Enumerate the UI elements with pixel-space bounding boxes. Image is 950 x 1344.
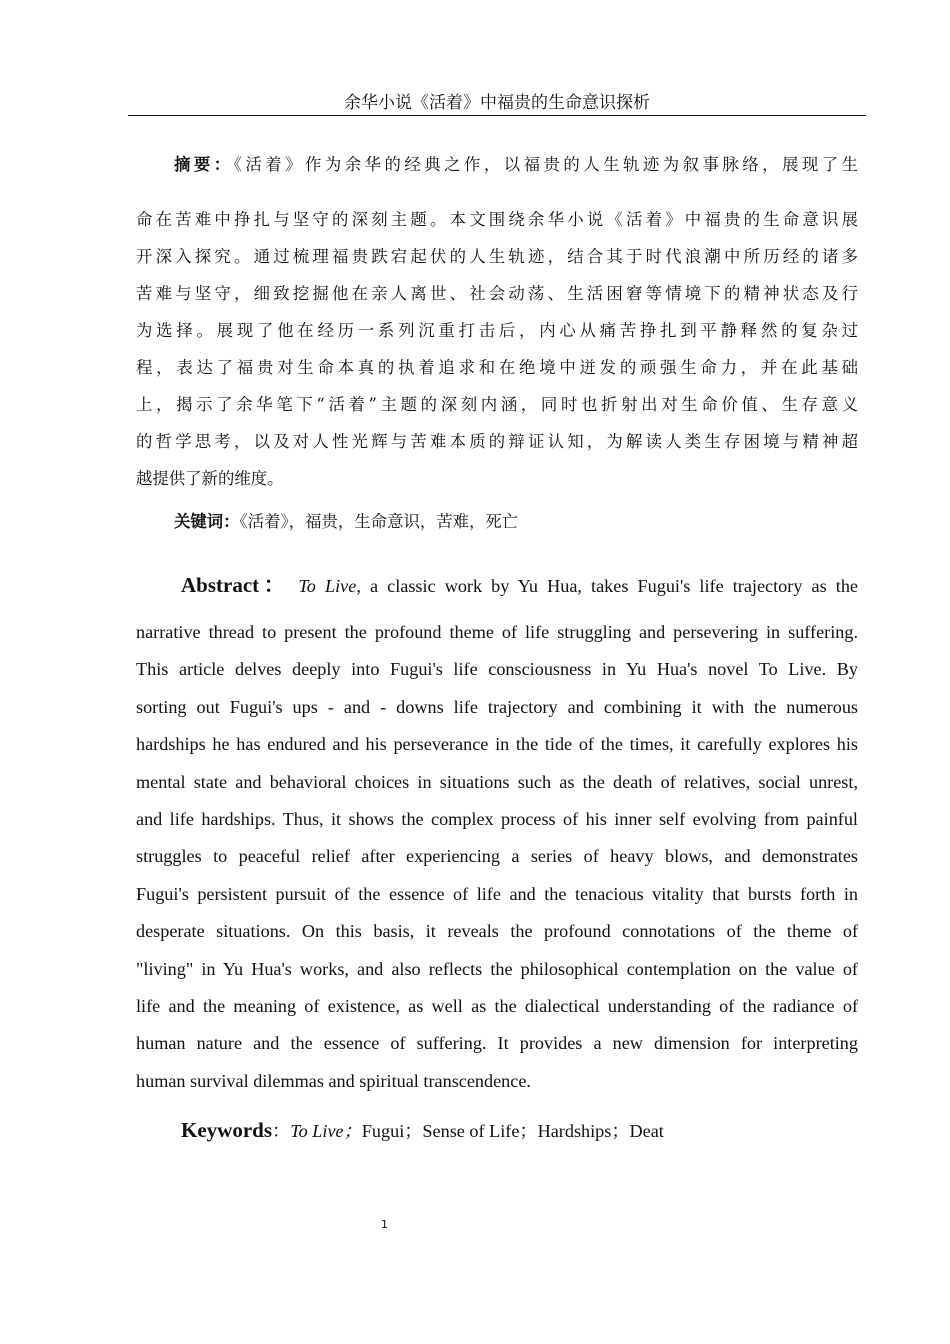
chinese-keywords-text: 《活着》，福贵，生命意识，苦难，死亡 <box>239 512 519 531</box>
english-abstract-line: narrative thread to present the profound theme of life struggling and persevering in suffering. <box>136 622 858 642</box>
chinese-keywords <box>174 510 518 534</box>
english-abstract <box>136 568 858 1100</box>
chinese-abstract-line: 的哲学思考，以及对人性光辉与苦难本质的辩证认知，为解读人类生存困境与精神超 <box>136 432 858 451</box>
english-abstract-line: desperate situations. On this basis, it reveals the profound connotations of the theme of <box>136 921 858 942</box>
chinese-abstract-line: 越提供了新的维度。 <box>136 469 284 488</box>
english-keywords-label: Keywords <box>181 1118 272 1142</box>
english-abstract-line: hardships he has endured and his perseverance in the tide of the times, it carefully explores his <box>136 734 858 755</box>
keyword-book-title: To Live； <box>290 1121 362 1141</box>
english-keywords-text: Fugui；Sense of Life；Hardships；Deat <box>361 1121 664 1141</box>
chinese-abstract-line: 摘要：《活着》作为余华的经典之作，以福贵的人生轨迹为叙事脉络，展现了生 <box>174 155 858 174</box>
chinese-abstract-label: 摘要： <box>174 155 234 174</box>
chinese-abstract-line: 命在苦难中挣扎与坚守的深刻主题。本文围绕余华小说《活着》中福贵的生命意识展 <box>136 210 858 229</box>
english-abstract-line: Abstract： To Live, a classic work by Yu Hua, takes Fugui's life trajectory as the <box>181 573 858 597</box>
english-abstract-line: life and the meaning of existence, as well as the dialectical understanding of the radiance of <box>136 995 858 1016</box>
english-abstract-line: This article delves deeply into Fugui's life consciousness in Yu Hua's novel To Live. By <box>136 659 858 680</box>
page-number: 1 <box>381 1218 388 1231</box>
chinese-keywords-label: 关键词： <box>174 512 240 531</box>
english-abstract-line: and life hardships. Thus, it shows the complex process of his inner self evolving from painful <box>136 808 858 829</box>
chinese-abstract-line: 程，表达了福贵对生命本真的执着追求和在绝境中迸发的顽强生命力，并在此基础 <box>136 358 858 377</box>
english-abstract-line: Fugui's persistent pursuit of the essence of life and the tenacious vitality that bursts forth in <box>136 883 858 904</box>
chinese-abstract-line: 为选择。展现了他在经历一系列沉重打击后，内心从痛苦挣扎到平静释然的复杂过 <box>136 321 858 340</box>
header-divider <box>128 115 866 116</box>
chinese-abstract <box>136 146 858 497</box>
english-abstract-line: sorting out Fugui's ups - and - downs life trajectory and combining it with the numerous <box>136 696 858 717</box>
book-title: To Live <box>298 576 357 596</box>
chinese-abstract-line: 开深入探究。通过梳理福贵跌宕起伏的人生轨迹，结合其于时代浪潮中所历经的诸多 <box>136 247 858 266</box>
english-abstract-line: mental state and behavioral choices in situations such as the death of relatives, social unrest, <box>136 771 858 792</box>
running-header-title: 余华小说《活着》中福贵的生命意识探析 <box>344 93 650 113</box>
english-abstract-line: human nature and the essence of suffering. It provides a new dimension for interpreting <box>136 1033 858 1054</box>
english-abstract-line: "living" in Yu Hua's works, and also reflects the philosophical contemplation on the value of <box>136 958 858 979</box>
chinese-abstract-line: 苦难与坚守，细致挖掘他在亲人离世、社会动荡、生活困窘等情境下的精神状态及行 <box>136 284 858 303</box>
english-keywords: Keywords：To Live；Fugui；Sense of Life；Hardships；Deat <box>181 1118 664 1142</box>
english-abstract-line: human survival dilemmas and spiritual transcendence. <box>136 1070 531 1091</box>
chinese-abstract-line: 上，揭示了余华笔下“活着”主题的深刻内涵，同时也折射出对生命价值、生存意义 <box>136 395 858 414</box>
english-abstract-line: struggles to peaceful relief after experiencing a series of heavy blows, and demonstrates <box>136 846 858 867</box>
english-abstract-label: Abstract： <box>181 573 290 597</box>
